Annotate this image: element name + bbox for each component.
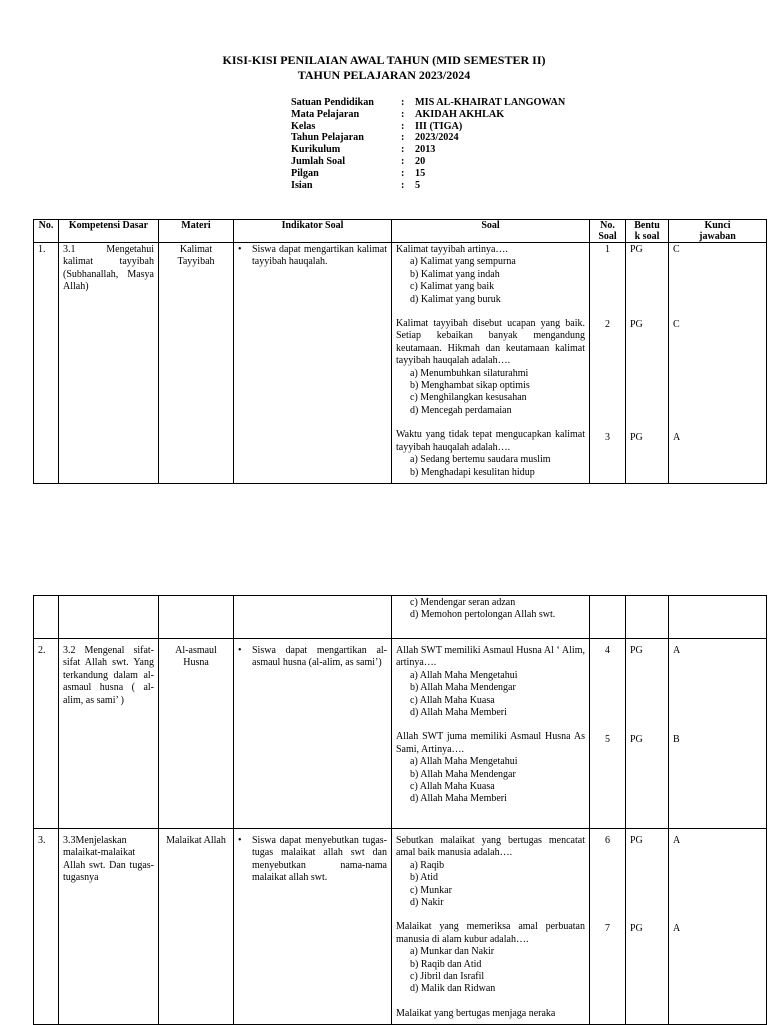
cell-indikator: [234, 243, 392, 484]
options-list: [396, 946, 585, 996]
bentuk-soal: PG: [630, 734, 643, 746]
kunci-jawaban: A: [673, 835, 681, 846]
kisi-kisi-table: [33, 219, 767, 484]
cell-indikator: [234, 829, 392, 1025]
indikator-text: Siswa dapat mengartikan al-asmaul husna (al-alim, as sami’): [252, 645, 387, 669]
option: d) Allah Maha Memberi: [410, 793, 507, 805]
info-colon: :: [401, 132, 405, 144]
options-list: [396, 256, 585, 306]
cell-kunci-jawaban: [669, 243, 767, 484]
no-soal: 6: [605, 835, 610, 846]
option: a) Raqib: [410, 859, 445, 871]
info-value: 2013: [415, 144, 436, 156]
option: c) Allah Maha Kuasa: [410, 694, 495, 706]
question-text: Malaikat yang bertugas menjaga neraka: [396, 1007, 556, 1019]
cell-materi: [159, 596, 234, 639]
option: b) Raqib dan Atid: [410, 958, 482, 970]
option: a) Sedang bertemu saudara muslim: [410, 454, 551, 466]
option: a) Munkar dan Nakir: [410, 946, 495, 958]
info-colon: :: [401, 167, 405, 179]
info-value: 5: [415, 179, 421, 191]
info-value: AKIDAH AKHLAK: [415, 108, 505, 120]
info-colon: :: [401, 179, 405, 191]
info-value: III (TIGA): [415, 120, 463, 132]
info-row: [291, 168, 565, 180]
info-colon: :: [401, 120, 405, 132]
bentuk-soal: PG: [630, 244, 643, 255]
option: d) Allah Maha Memberi: [410, 707, 507, 719]
question-text: Kalimat tayyibah disebut ucapan yang baik. Setiap kebaikan banyak mengandung keutamaan. Hikmah dan keutamaan kalimat tayyibah hauqalah adalah….: [396, 318, 585, 367]
no-soal: 4: [605, 645, 610, 656]
bentuk-soal: PG: [630, 835, 643, 846]
cell-no-soal: [590, 639, 626, 829]
header-soal: Soal: [392, 220, 590, 243]
kunci-jawaban: C: [673, 244, 680, 255]
cell-soal: [392, 829, 590, 1025]
option: c) Munkar: [410, 884, 452, 896]
bullet: •: [238, 645, 242, 656]
cell-materi: Malaikat Allah: [159, 829, 234, 1025]
cell-kunci-jawaban: [669, 639, 767, 829]
info-label: Satuan Pendidikan: [291, 97, 374, 108]
document-title: KISI-KISI PENILAIAN AWAL TAHUN (MID SEMESTER II): [222, 53, 546, 67]
info-row: [291, 132, 565, 144]
bentuk-soal: PG: [630, 319, 643, 331]
no-soal: 2: [605, 319, 610, 331]
info-colon: :: [401, 108, 405, 120]
cell-no: 1.: [34, 243, 59, 484]
header-text: jawaban: [699, 231, 736, 242]
option: b) Allah Maha Mendengar: [410, 768, 516, 780]
cell-no: 3.: [34, 829, 59, 1025]
cell-kunci-jawaban: [669, 596, 767, 639]
header-text: k soal: [634, 231, 660, 242]
cell-no: 2.: [34, 639, 59, 829]
indikator-text: Siswa dapat menyebutkan tugas-tugas malaikat allah swt dan menyebutkan nama-nama malaikat allah swt.: [252, 835, 387, 884]
no-soal: 1: [605, 244, 610, 255]
info-colon: :: [401, 155, 405, 167]
info-row: [291, 121, 565, 133]
header-no-soal: [590, 220, 626, 243]
header-no: No.: [34, 220, 59, 243]
kunci-jawaban: A: [673, 645, 681, 656]
cell-kompetensi-dasar: 3.3Menjelaskan malaikat-malaikat Allah swt. Dan tugas-tugasnya: [59, 829, 159, 1025]
option: c) Jibril dan Israfil: [410, 971, 485, 983]
info-label: Kurikulum: [291, 144, 341, 156]
kunci-jawaban: C: [673, 319, 680, 331]
option: d) Mencegah perdamaian: [410, 404, 512, 416]
option: a) Menumbuhkan silaturahmi: [410, 367, 529, 379]
info-row: [291, 109, 565, 121]
option: d) Memohon pertolongan Allah swt.: [410, 609, 556, 621]
table-row: [34, 639, 767, 829]
option: c) Menghilangkan kesusahan: [410, 392, 527, 404]
cell-kompetensi-dasar: 3.1 Mengetahui kalimat tayyibah (Subhanallah, Masya Allah): [59, 243, 159, 484]
info-label: Tahun Pelajaran: [291, 132, 364, 144]
cell-no-soal: [590, 829, 626, 1025]
question-text: Allah SWT juma memiliki Asmaul Husna As Sami, Artinya….: [396, 731, 585, 755]
option: a) Allah Maha Mengetahui: [410, 756, 518, 768]
table-row: [34, 243, 767, 484]
header-text: Kunci: [704, 220, 731, 231]
header-materi: Materi: [159, 220, 234, 243]
option: b) Allah Maha Mendengar: [410, 682, 516, 694]
kunci-jawaban: A: [673, 431, 681, 443]
kunci-jawaban: A: [673, 923, 681, 935]
header-kunci-jawaban: [669, 220, 767, 243]
options-list: [396, 670, 585, 720]
bentuk-soal: PG: [630, 923, 643, 935]
table-header-row: [34, 220, 767, 243]
info-label: Pilgan: [291, 167, 319, 179]
option: c) Kalimat yang baik: [410, 281, 495, 293]
question-text: Sebutkan malaikat yang bertugas mencatat amal baik manusia adalah….: [396, 835, 585, 859]
option: c) Mendengar seran adzan: [410, 597, 516, 608]
header-text: Bentu: [634, 220, 660, 231]
cell-no-soal: [590, 243, 626, 484]
info-row: [291, 97, 565, 109]
cell-kompetensi-dasar: 3.2 Mengenal sifat-sifat Allah swt. Yang terkandung dalam al-asmaul husna ( al-alim, as sami’ ): [59, 639, 159, 829]
cell-kunci-jawaban: [669, 829, 767, 1025]
no-soal: 7: [605, 923, 610, 935]
option: b) Menghambat sikap optimis: [410, 380, 530, 392]
info-value: 20: [415, 155, 426, 167]
question-text: Waktu yang tidak tepat mengucapkan kalimat tayyibah hauqalah adalah….: [396, 429, 585, 453]
cell-soal: [392, 596, 590, 639]
cell-soal: [392, 243, 590, 484]
question-text: Kalimat tayyibah artinya….: [396, 244, 508, 255]
question-text: Malaikat yang memeriksa amal perbuatan manusia di alam kubur adalah….: [396, 921, 585, 945]
option: a) Allah Maha Mengetahui: [410, 669, 518, 681]
option: b) Menghadapi kesulitan hidup: [410, 466, 535, 478]
cell-materi: Kalimat Tayyibah: [159, 243, 234, 484]
kunci-jawaban: B: [673, 734, 680, 746]
cell-bentuk-soal: [626, 829, 669, 1025]
cell-kompetensi-dasar: [59, 596, 159, 639]
options-list: [396, 860, 585, 910]
header-bentuk-soal: [626, 220, 669, 243]
cell-soal: [392, 639, 590, 829]
cell-bentuk-soal: [626, 243, 669, 484]
info-block: [291, 97, 565, 191]
header-kompetensi-dasar: Kompetensi Dasar: [59, 220, 159, 243]
header-text: Soal: [598, 231, 617, 242]
options-list: [396, 756, 585, 806]
info-colon: :: [401, 97, 405, 108]
cell-indikator: [234, 596, 392, 639]
info-label: Kelas: [291, 120, 316, 132]
no-soal: 5: [605, 734, 610, 746]
kisi-kisi-table-continued: [33, 595, 767, 1025]
info-value: 2023/2024: [415, 132, 459, 144]
options-list: [396, 597, 585, 622]
option: d) Malik dan Ridwan: [410, 983, 496, 995]
option: c) Allah Maha Kuasa: [410, 781, 495, 793]
option: d) Kalimat yang buruk: [410, 293, 501, 305]
info-label: Mata Pelajaran: [291, 108, 360, 120]
options-list: [396, 368, 585, 418]
info-row: [291, 156, 565, 168]
info-row: [291, 180, 565, 192]
cell-no: [34, 596, 59, 639]
bentuk-soal: PG: [630, 431, 643, 443]
header-indikator-soal: Indikator Soal: [234, 220, 392, 243]
option: b) Kalimat yang indah: [410, 268, 500, 280]
table-row: [34, 829, 767, 1025]
info-label: Jumlah Soal: [291, 155, 346, 167]
bentuk-soal: PG: [630, 645, 643, 656]
options-list: [396, 454, 585, 479]
cell-bentuk-soal: [626, 596, 669, 639]
cell-bentuk-soal: [626, 639, 669, 829]
header-text: No.: [600, 220, 615, 231]
option: b) Atid: [410, 872, 439, 884]
info-value: MIS AL-KHAIRAT LANGOWAN: [415, 97, 566, 108]
cell-no-soal: [590, 596, 626, 639]
info-label: Isian: [291, 179, 313, 191]
cell-indikator: [234, 639, 392, 829]
bullet: •: [238, 835, 242, 846]
cell-materi: Al-asmaul Husna: [159, 639, 234, 829]
table-row: [34, 596, 767, 639]
info-value: 15: [415, 167, 426, 179]
no-soal: 3: [605, 431, 610, 443]
option: a) Kalimat yang sempurna: [410, 256, 516, 268]
info-colon: :: [401, 144, 405, 156]
info-row: [291, 144, 565, 156]
bullet: •: [238, 244, 242, 255]
option: d) Nakir: [410, 897, 444, 909]
question-text: Allah SWT memiliki Asmaul Husna Al ‘ Alim, artinya….: [396, 645, 585, 669]
indikator-text: Siswa dapat mengartikan kalimat tayyibah hauqalah.: [252, 244, 387, 268]
document-subtitle: TAHUN PELAJARAN 2023/2024: [297, 68, 471, 82]
